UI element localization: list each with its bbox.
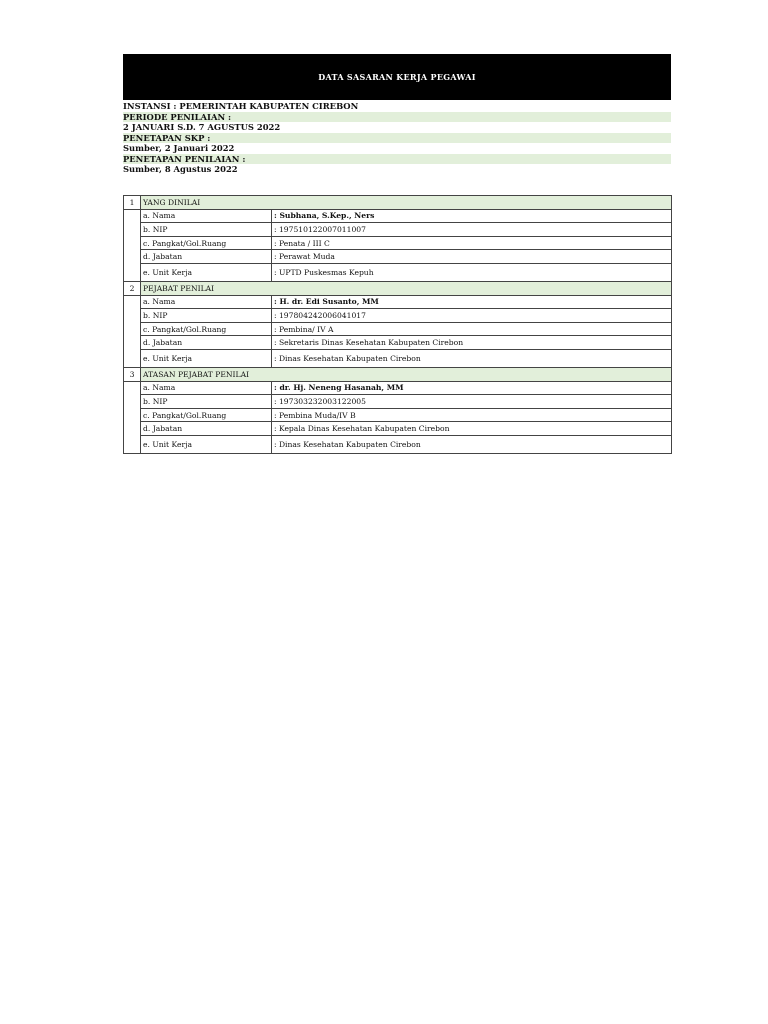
row-value: : Pembina Muda/IV B	[272, 408, 672, 422]
row-value: : 197804242006041017	[272, 309, 672, 323]
row-label: d. Jabatan	[141, 336, 272, 350]
section-heading: YANG DINILAI	[141, 196, 672, 210]
row-label: a. Nama	[141, 295, 272, 309]
table-row	[124, 395, 672, 409]
table-row	[124, 236, 672, 250]
row-label: e. Unit Kerja	[141, 263, 272, 281]
row-value: : Penata / III C	[272, 236, 672, 250]
table-row	[124, 408, 672, 422]
section-header-pejabat-penilai	[124, 281, 672, 295]
section-number: 2	[124, 281, 141, 295]
info-periode-label: PERIODE PENILAIAN :	[123, 112, 671, 123]
table-row	[124, 295, 672, 309]
table-row	[124, 209, 672, 223]
info-block	[123, 101, 671, 175]
table-row	[124, 263, 672, 281]
info-periode-value: 2 JANUARI S.D. 7 AGUSTUS 2022	[123, 122, 281, 132]
row-value: : UPTD Puskesmas Kepuh	[272, 263, 672, 281]
section-header-atasan-pejabat-penilai	[124, 367, 672, 381]
personnel-table	[123, 195, 672, 454]
section-heading: ATASAN PEJABAT PENILAI	[141, 367, 672, 381]
row-value: : Perawat Muda	[272, 250, 672, 264]
row-label: b. NIP	[141, 223, 272, 237]
row-value: : Pembina/ IV A	[272, 322, 672, 336]
row-value: : Dinas Kesehatan Kabupaten Cirebon	[272, 435, 672, 453]
document-title: DATA SASARAN KERJA PEGAWAI	[123, 54, 671, 100]
info-instansi: INSTANSI : PEMERINTAH KABUPATEN CIREBON	[123, 101, 359, 111]
info-penetapan-skp-label: PENETAPAN SKP :	[123, 133, 671, 144]
info-penetapan-penilaian-value: Sumber, 8 Agustus 2022	[123, 164, 238, 174]
row-label: a. Nama	[141, 381, 272, 395]
row-label: c. Pangkat/Gol.Ruang	[141, 322, 272, 336]
table-row	[124, 322, 672, 336]
document-sheet	[123, 54, 671, 449]
row-value: : Kepala Dinas Kesehatan Kabupaten Cirebon	[272, 422, 672, 436]
row-value: : Sekretaris Dinas Kesehatan Kabupaten Cirebon	[272, 336, 672, 350]
info-penetapan-penilaian-label: PENETAPAN PENILAIAN :	[123, 154, 671, 165]
section-header-yang-dinilai	[124, 196, 672, 210]
table-row	[124, 435, 672, 453]
section-number: 1	[124, 196, 141, 210]
row-value: : Dinas Kesehatan Kabupaten Cirebon	[272, 349, 672, 367]
table-row	[124, 381, 672, 395]
row-value: : Subhana, S.Kep., Ners	[272, 209, 672, 223]
table-row	[124, 223, 672, 237]
row-value: : dr. Hj. Neneng Hasanah, MM	[272, 381, 672, 395]
row-label: b. NIP	[141, 395, 272, 409]
table-row	[124, 336, 672, 350]
section-heading: PEJABAT PENILAI	[141, 281, 672, 295]
table-row	[124, 422, 672, 436]
row-value: : 197303232003122005	[272, 395, 672, 409]
section-number: 3	[124, 367, 141, 381]
info-penetapan-skp-value: Sumber, 2 Januari 2022	[123, 143, 235, 153]
row-label: a. Nama	[141, 209, 272, 223]
row-value: : H. dr. Edi Susanto, MM	[272, 295, 672, 309]
row-label: c. Pangkat/Gol.Ruang	[141, 236, 272, 250]
row-label: b. NIP	[141, 309, 272, 323]
row-label: c. Pangkat/Gol.Ruang	[141, 408, 272, 422]
row-label: e. Unit Kerja	[141, 435, 272, 453]
table-row	[124, 309, 672, 323]
row-value: : 197510122007011007	[272, 223, 672, 237]
row-label: d. Jabatan	[141, 422, 272, 436]
row-label: e. Unit Kerja	[141, 349, 272, 367]
table-row	[124, 250, 672, 264]
table-row	[124, 349, 672, 367]
row-label: d. Jabatan	[141, 250, 272, 264]
